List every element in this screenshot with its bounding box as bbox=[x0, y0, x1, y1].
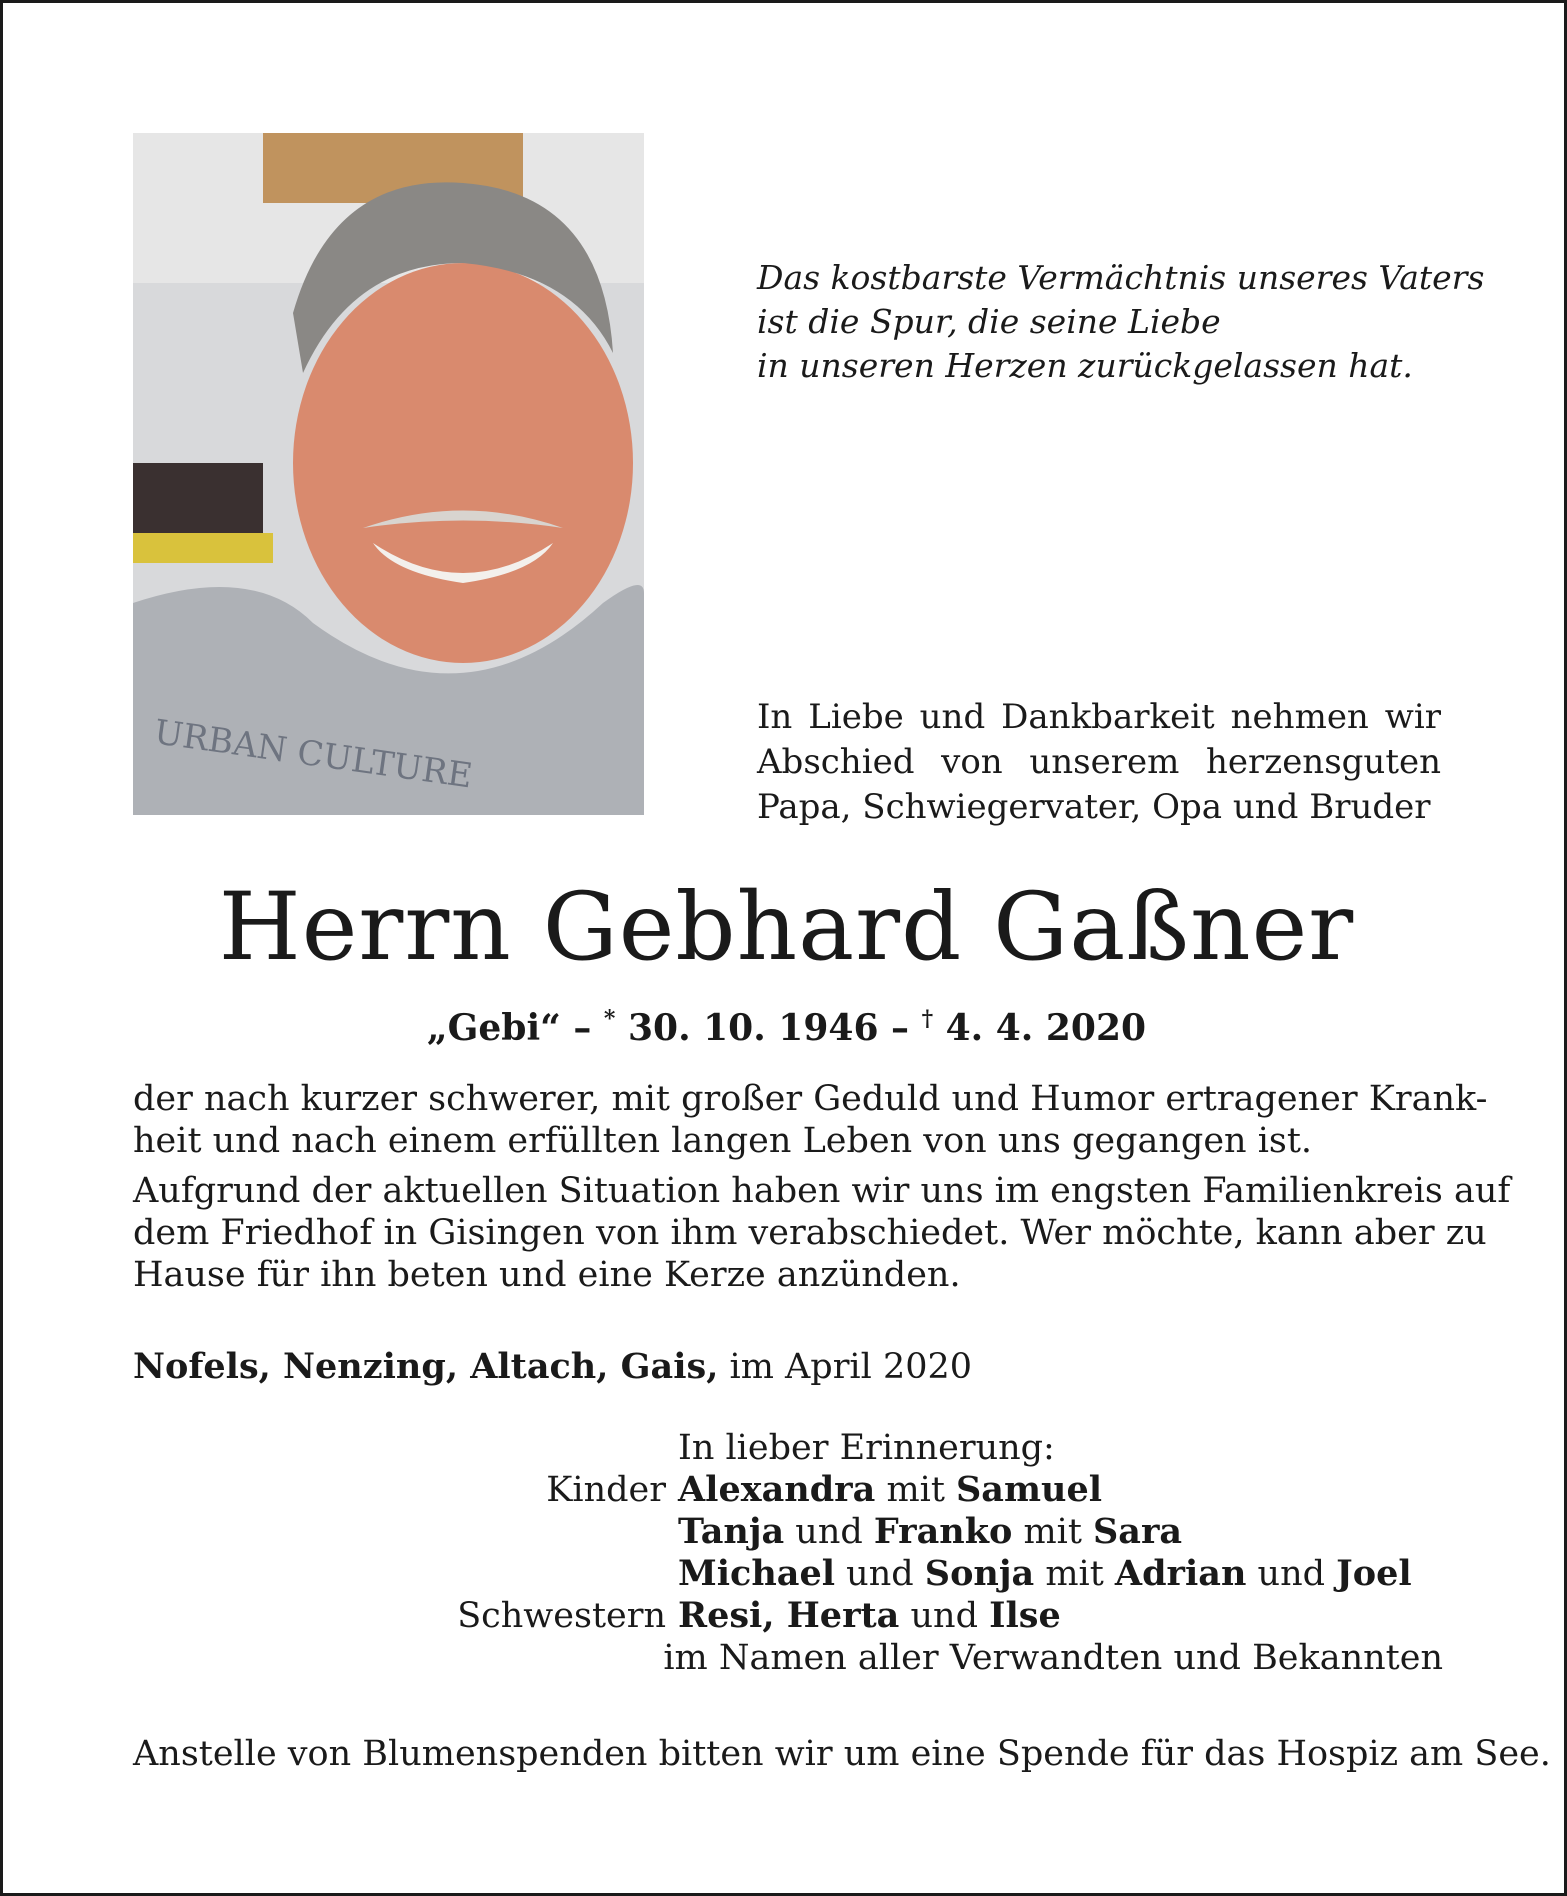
farewell-intro bbox=[757, 695, 1441, 830]
closing-line: im Namen aller Verwandten und Bekannten bbox=[663, 1638, 1443, 1678]
quote-line: in unseren Herzen zurückgelassen hat. bbox=[757, 346, 1413, 385]
quote-line: ist die Spur, die seine Liebe bbox=[757, 302, 1221, 341]
towns: Nofels, Nenzing, Altach, Gais, bbox=[133, 1346, 719, 1387]
portrait-illustration bbox=[133, 133, 644, 815]
text-line: Hause für ihn beten und eine Kerze anzünden. bbox=[133, 1255, 961, 1295]
intro-line: Abschied von unserem herzensguten bbox=[757, 742, 1441, 782]
sisters-label: Schwestern bbox=[457, 1596, 666, 1636]
paragraph bbox=[133, 1170, 1511, 1296]
paragraph bbox=[133, 1078, 1488, 1162]
mourners-heading: In lieber Erinnerung: bbox=[678, 1428, 1055, 1468]
text-line: der nach kurzer schwerer, mit großer Geduld und Humor ertragener Krank- bbox=[133, 1079, 1488, 1119]
children-line: Alexandra mit Samuel bbox=[678, 1469, 1103, 1510]
children-line: Tanja und Franko mit Sara bbox=[678, 1511, 1183, 1552]
quote-line: Das kostbarste Vermächtnis unseres Vaters bbox=[757, 258, 1485, 297]
text-line: Aufgrund der aktuellen Situation haben wir uns im engsten Familienkreis auf bbox=[133, 1171, 1511, 1211]
shirt-print: URBAN CULTURE bbox=[151, 712, 475, 797]
month-year: im April 2020 bbox=[718, 1347, 973, 1387]
sisters-line: Resi, Herta und Ilse bbox=[678, 1595, 1061, 1636]
epitaph-quote bbox=[757, 256, 1485, 388]
children-label: Kinder bbox=[546, 1470, 666, 1510]
dash: – bbox=[560, 1007, 604, 1049]
death-cross: † bbox=[921, 1006, 934, 1032]
nickname: „Gebi“ bbox=[426, 1007, 561, 1049]
children-line: Michael und Sonja mit Adrian und Joel bbox=[678, 1553, 1412, 1594]
text-line: dem Friedhof in Gisingen von ihm verabschiedet. Wer möchte, kann aber zu bbox=[133, 1213, 1487, 1253]
intro-line: Papa, Schwiegervater, Opa und Bruder bbox=[757, 787, 1431, 827]
place-and-date bbox=[133, 1346, 1440, 1388]
death-date: 4. 4. 2020 bbox=[933, 1007, 1147, 1049]
donation-request: Anstelle von Blumenspenden bitten wir um eine Spende für das Hospiz am See. bbox=[133, 1734, 1551, 1774]
announcement-text bbox=[133, 1078, 1511, 1304]
mourners-list bbox=[133, 1427, 1443, 1679]
birth-date: 30. 10. 1946 bbox=[615, 1007, 879, 1049]
text-line: heit und nach einem erfüllten langen Leben von uns gegangen ist. bbox=[133, 1121, 1313, 1161]
deceased-name: Herrn Gebhard Gaßner bbox=[218, 873, 1355, 982]
life-dates bbox=[3, 997, 1567, 1050]
dash: – bbox=[878, 1007, 922, 1049]
birth-star: * bbox=[603, 1006, 616, 1032]
intro-line: In Liebe und Dankbarkeit nehmen wir bbox=[757, 697, 1441, 737]
portrait-photo bbox=[133, 133, 644, 815]
